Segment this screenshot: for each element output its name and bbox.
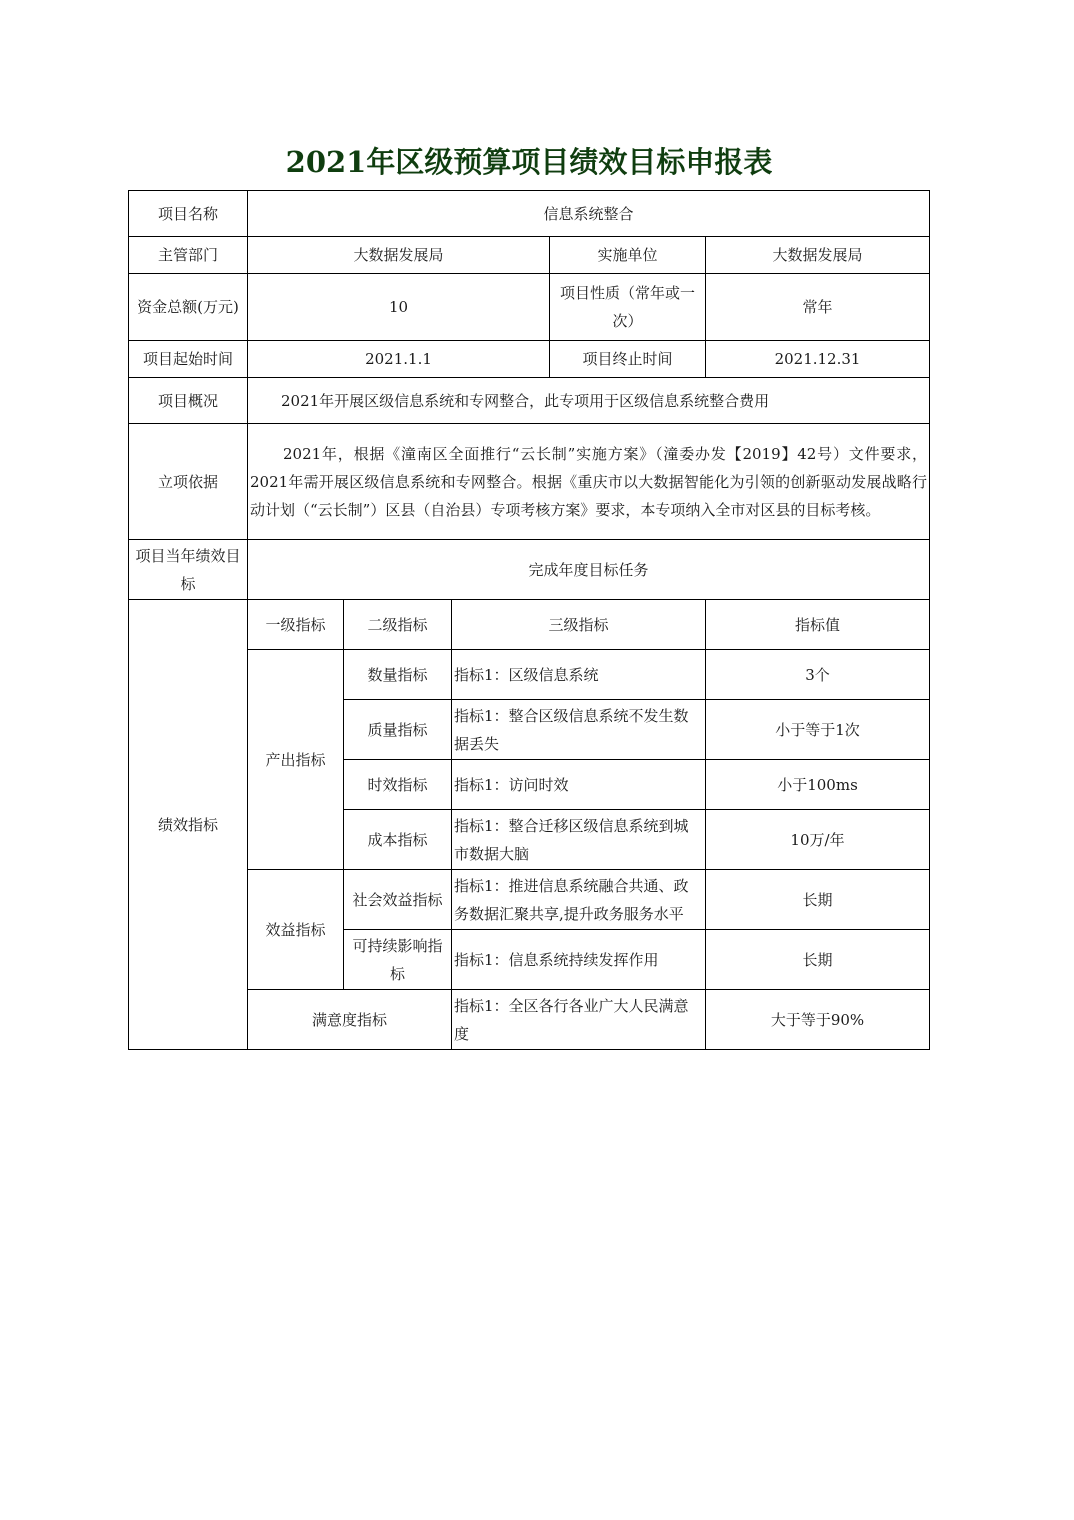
header-level3: 三级指标 (452, 600, 706, 650)
project-nature-label: 项目性质（常年或一次） (550, 274, 706, 341)
level3-cell: 指标1：区级信息系统 (452, 650, 706, 700)
total-funds-label: 资金总额(万元) (129, 274, 248, 341)
level3-cell: 指标1：访问时效 (452, 760, 706, 810)
header-value: 指标值 (706, 600, 930, 650)
level2-cell: 社会效益指标 (344, 870, 452, 930)
table-row (129, 237, 930, 274)
level3-cell: 指标1：全区各行各业广大人民满意度 (452, 990, 706, 1050)
end-time-label: 项目终止时间 (550, 341, 706, 378)
basis-value: 2021年，根据《潼南区全面推行“云长制”实施方案》（潼委办发【2019】42号）文件要求，2021年需开展区级信息系统和专网整合。根据《重庆市以大数据智能化为引领的创新驱动发展战略行动计划（“云长制”）区县（自治县）专项考核方案》要求，本专项纳入全市对区县的目标考核。 (250, 444, 928, 519)
level3-cell: 指标1：推进信息系统融合共通、政务数据汇聚共享,提升政务服务水平 (452, 870, 706, 930)
level2-cell: 可持续影响指标 (344, 930, 452, 990)
value-cell: 小于100ms (706, 760, 930, 810)
table-row (129, 341, 930, 378)
output-indicator-label: 产出指标 (248, 650, 344, 870)
department-value: 大数据发展局 (248, 237, 550, 274)
value-cell: 10万/年 (706, 810, 930, 870)
end-time-value: 2021.12.31 (706, 341, 930, 378)
project-name-value: 信息系统整合 (248, 191, 930, 237)
header-level2: 二级指标 (344, 600, 452, 650)
implementer-value: 大数据发展局 (706, 237, 930, 274)
overview-value: 2021年开展区级信息系统和专网整合，此专项用于区级信息系统整合费用 (248, 378, 930, 424)
level2-cell: 时效指标 (344, 760, 452, 810)
table-row (129, 990, 930, 1050)
header-level1: 一级指标 (248, 600, 344, 650)
total-funds-value: 10 (248, 274, 550, 341)
annual-goal-label: 项目当年绩效目标 (129, 540, 248, 600)
benefit-indicator-label: 效益指标 (248, 870, 344, 990)
start-time-label: 项目起始时间 (129, 341, 248, 378)
project-nature-value: 常年 (706, 274, 930, 341)
start-time-value: 2021.1.1 (248, 341, 550, 378)
satisfaction-indicator-label: 满意度指标 (248, 990, 452, 1050)
department-label: 主管部门 (129, 237, 248, 274)
value-cell: 长期 (706, 930, 930, 990)
declaration-table (128, 190, 930, 1050)
level3-cell: 指标1：信息系统持续发挥作用 (452, 930, 706, 990)
level3-cell: 指标1：整合区级信息系统不发生数据丢失 (452, 700, 706, 760)
table-row (129, 274, 930, 341)
value-cell: 3个 (706, 650, 930, 700)
level2-cell: 质量指标 (344, 700, 452, 760)
value-cell: 小于等于1次 (706, 700, 930, 760)
level3-cell: 指标1：整合迁移区级信息系统到城市数据大脑 (452, 810, 706, 870)
table-row (129, 191, 930, 237)
page-title: 2021年区级预算项目绩效目标申报表 (285, 145, 773, 179)
level2-cell: 数量指标 (344, 650, 452, 700)
value-cell: 长期 (706, 870, 930, 930)
table-row (129, 424, 930, 540)
indicators-label: 绩效指标 (129, 600, 248, 1050)
overview-label: 项目概况 (129, 378, 248, 424)
table-row (129, 650, 930, 700)
table-row (129, 378, 930, 424)
value-cell: 大于等于90% (706, 990, 930, 1050)
basis-label: 立项依据 (129, 424, 248, 540)
implementer-label: 实施单位 (550, 237, 706, 274)
table-row (129, 600, 930, 650)
annual-goal-value: 完成年度目标任务 (248, 540, 930, 600)
table-row (129, 540, 930, 600)
table-row (129, 870, 930, 930)
project-name-label: 项目名称 (129, 191, 248, 237)
level2-cell: 成本指标 (344, 810, 452, 870)
